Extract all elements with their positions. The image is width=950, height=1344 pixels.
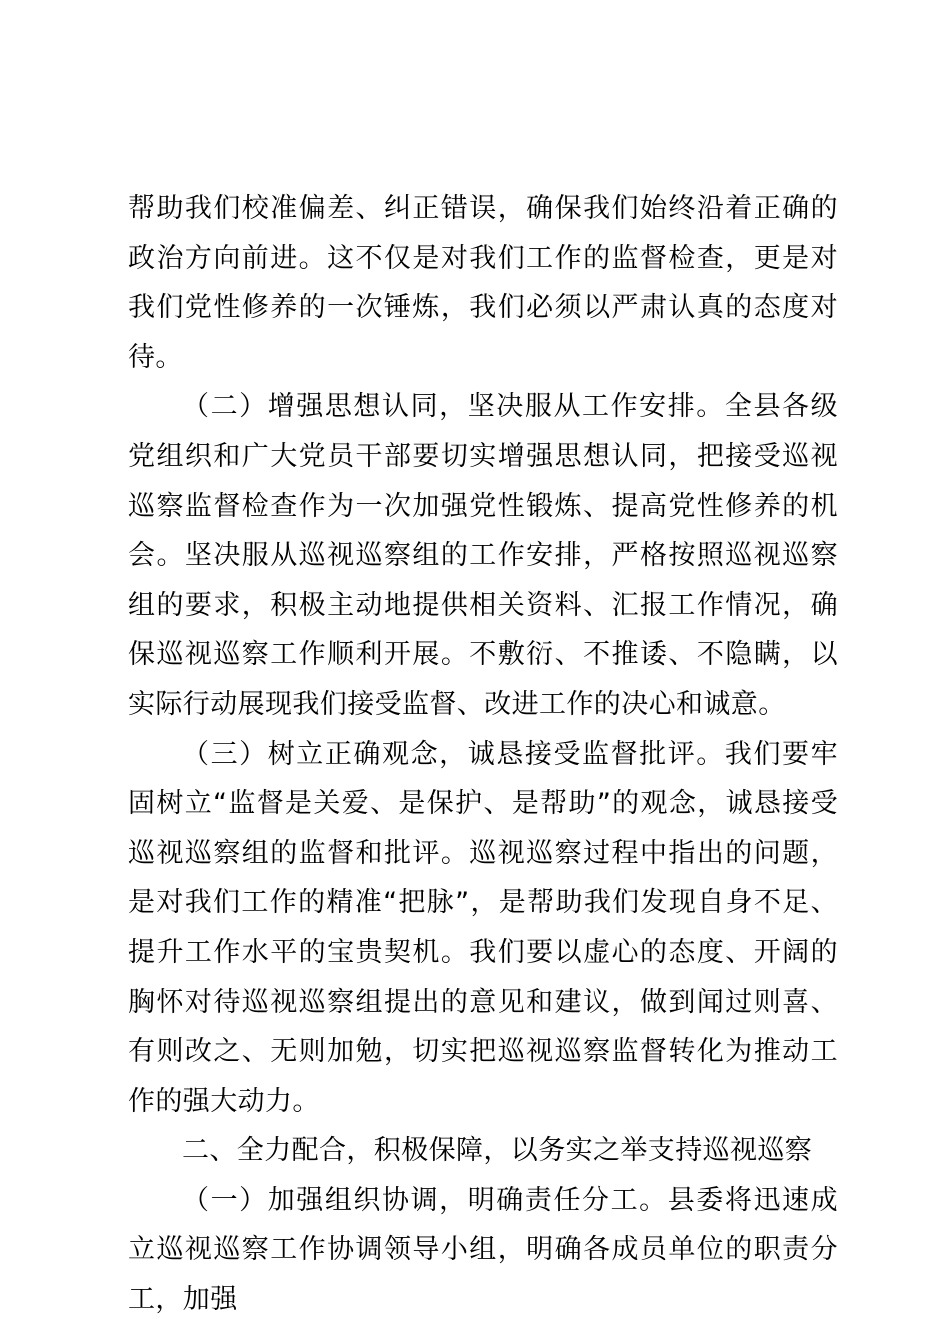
paragraph-part-2-section-1: （一）加强组织协调，明确责任分工。县委将迅速成立巡视巡察工作协调领导小组，明确各成员单位的职责分工，加强 bbox=[128, 1184, 838, 1316]
document-body bbox=[128, 184, 838, 1325]
paragraph-section-2: （二）增强思想认同，坚决服从工作安排。全县各级党组织和广大党员干部要切实增强思想认同，把接受巡视巡察监督检查作为一次加强党性锻炼、提高党性修养的机会。坚决服从巡视巡察组的工作安排，严格按照巡视巡察组的要求，积极主动地提供相关资料、汇报工作情况，确保巡视巡察工作顺利开展。不敷衍、不推诿、不隐瞒，以实际行动展现我们接受监督、改进工作的决心和诚意。 bbox=[128, 391, 838, 720]
paragraph-section-3: （三）树立正确观念，诚恳接受监督批评。我们要牢固树立“监督是关爱、是保护、是帮助”的观念，诚恳接受巡视巡察组的监督和批评。巡视巡察过程中指出的问题，是对我们工作的精准“把脉”，是帮助我们发现自身不足、提升工作水平的宝贵契机。我们要以虚心的态度、开阔的胸怀对待巡视巡察组提出的意见和建议，做到闻过则喜、有则改之、无则加勉，切实把巡视巡察监督转化为推动工作的强大动力。 bbox=[128, 738, 838, 1117]
paragraph-continuation: 帮助我们校准偏差、纠正错误，确保我们始终沿着正确的政治方向前进。这不仅是对我们工作的监督检查，更是对我们党性修养的一次锤炼，我们必须以严肃认真的态度对待。 bbox=[128, 193, 838, 373]
heading-part-2: 二、全力配合，积极保障，以务实之举支持巡视巡察 bbox=[182, 1135, 813, 1167]
